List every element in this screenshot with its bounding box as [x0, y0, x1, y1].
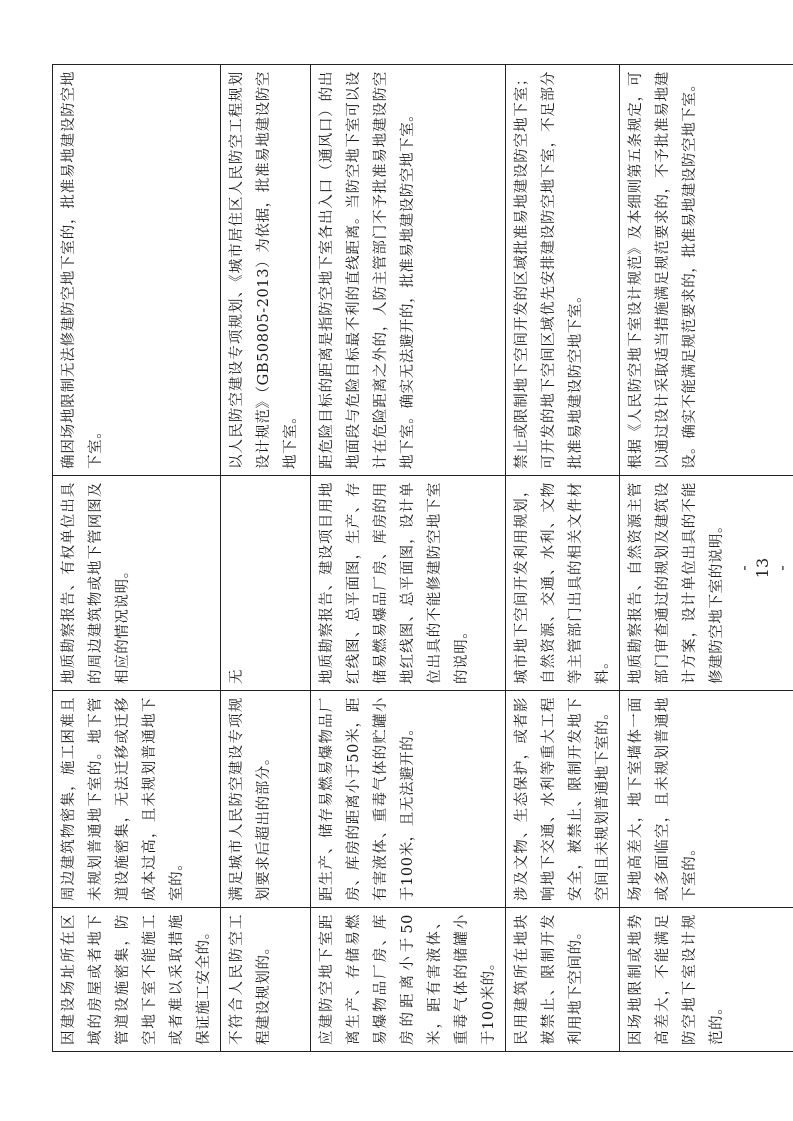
table-cell-condition: 满足城市人民防空建设专项规划要求后超出的部分。: [221, 691, 311, 908]
table-cell-handling: 确因场地限制无法修建防空地下室的，批准易地建设防空地下室。: [53, 65, 221, 476]
table-row: [506, 65, 620, 1052]
table-cell-handling: 根据《人民防空地下室设计规范》及本细则第五条规定，可以通过设计采取适当措施满足规范要求的，不予批准易地建设。确实不能满足规范要求的，批准易地建设防空地下室。: [620, 65, 793, 476]
table-row: [311, 65, 506, 1052]
table-cell-condition: 周边建筑物密集，施工困难且未规划普通地下室的。地下管道设施密集，无法迁移或迁移成本过高，且未规划普通地下室的。: [53, 691, 221, 908]
table-cell-materials: 地质勘察报告、自然资源主管部门审查通过的规划及建筑设计方案，设计单位出具的不能修建防空地下室的说明。: [620, 476, 793, 691]
table-cell-materials: 城市地下空间开发利用规划，自然资源、交通、水利、文物等主管部门出具的相关文件材料。: [506, 476, 620, 691]
page-number: - 13 -: [734, 557, 791, 579]
table-cell-handling: 以人民防空建设专项规划、《城市居住区人民防空工程规划设计规范》（GB50805-2013）为依据，批准易地建设防空地下室。: [221, 65, 311, 476]
table-cell-condition: 距生产、储存易燃易爆物品厂房、库房的距离小于50米，距有害液体、重毒气体的贮罐小于100米，且无法避开的。: [311, 691, 506, 908]
rotated-table-wrapper: [52, 65, 745, 1052]
table-cell-condition: 涉及文物、生态保护，或者影响地下交通、水利等重大工程安全，被禁止、限制开发地下空间且未规划普通地下室的。: [506, 691, 620, 908]
table-cell-situation: 民用建筑所在地块被禁止、限制开发利用地下空间的。: [506, 908, 620, 1052]
table-cell-situation: 应建防空地下室距离生产、存储易燃易爆物品厂房、库房的距离小于50米，距有害液体、重毒气体的储罐小于100米的。: [311, 908, 506, 1052]
table-cell-condition: 场地高差大，地下室墙体一面或多面临空，且未规划普通地下室的。: [620, 691, 793, 908]
table-cell-materials: 无: [221, 476, 311, 691]
table-row: [53, 65, 221, 1052]
relocation-criteria-table: [52, 64, 793, 1052]
table-cell-materials: 地质勘察报告、建设项目用地红线图、总平面图，生产、存储易燃易爆品厂房、库房的用地红线图、总平面图，设计单位出具的不能修建防空地下室的说明。: [311, 476, 506, 691]
table-cell-situation: 因建设场址所在区域的房屋或者地下管道设施密集，防空地下室不能施工或者难以采取措施保证施工安全的。: [53, 908, 221, 1052]
table-cell-materials: 地质勘察报告、有权单位出具的周边建筑物或地下管网图及相应的情况说明。: [53, 476, 221, 691]
table-cell-handling: 距危险目标的距离是指防空地下室各出入口（通风口）的出地面段与危险目标最不利的直线距离。当防空地下室可以设计在危险距离之外的，人防主管部门不予批准易地建设防空地下室。确实无法避开的，批准易地建设防空地下室。: [311, 65, 506, 476]
table-cell-situation: 不符合人民防空工程建设规划的。: [221, 908, 311, 1052]
table-row: [221, 65, 311, 1052]
table-cell-situation: 因场地限制或地势高差大，不能满足防空地下室设计规范的。: [620, 908, 793, 1052]
table-cell-handling: 禁止或限制地下空间开发的区域批准易地建设防空地下室；可开发的地下空间区域优先安排建设防空地下室，不足部分批准易地建设防空地下室。: [506, 65, 620, 476]
